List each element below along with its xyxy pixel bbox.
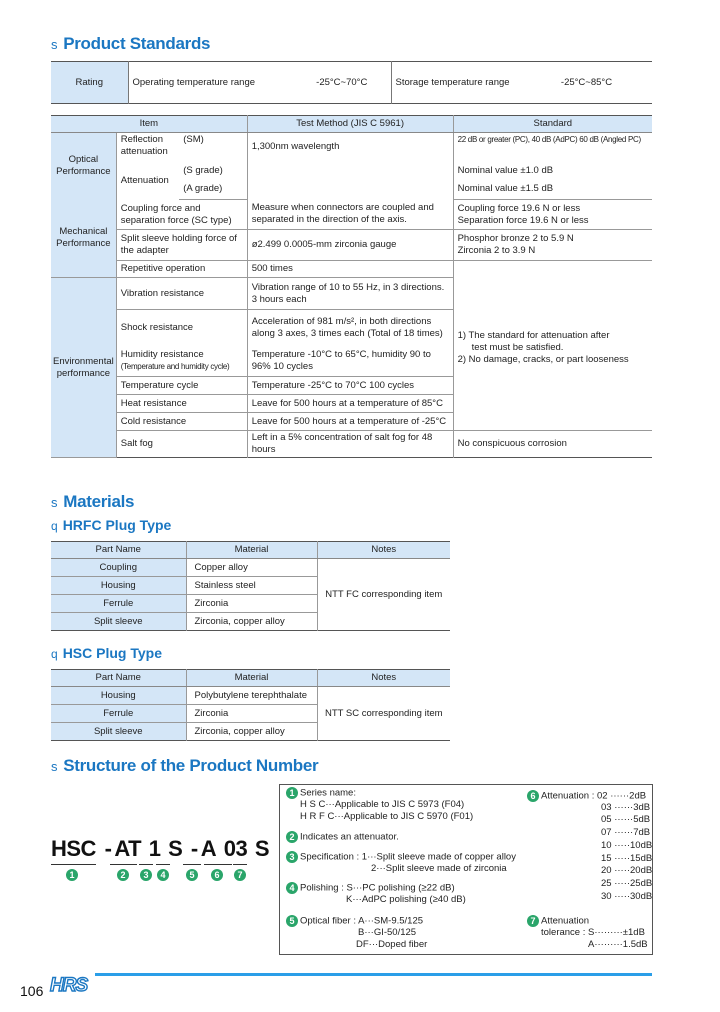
hum-item: Humidity resistance [120,349,204,361]
desc-fiber-3: DF···Doped fiber [356,939,428,950]
table-row-material: Zirconia, copper alloy [186,613,317,631]
hrfc-header-notes: Notes [317,542,450,559]
cold-method: Leave for 500 hours at a temperature of -25°C [247,413,453,431]
rep-item: Repetitive operation [116,261,247,278]
table-row-material: Zirconia, copper alloy [186,723,317,741]
op-temp-label: Operating temperature range [128,62,293,104]
refl-sm: (SM) [183,134,204,145]
atten-item: Attenuation [116,162,179,200]
refl-item: Reflection attenuation [116,133,179,162]
page-number: 106 [20,983,44,999]
vib-method: Vibration range of 10 to 55 Hz, in 3 directions. 3 hours each [247,278,453,310]
atten-std-s: Nominal value ±1.0 dB [453,162,652,180]
footer-line [95,973,652,976]
refl-std-sm: 22 dB or greater (PC), 40 dB (AdPC) 60 dB (Angled PC) [453,133,652,160]
sleeve-method: ø2.499 0.0005-mm zirconia gauge [247,230,453,261]
marker-5: 5 [186,869,198,881]
coupling-item: Coupling force and separation force (SC type) [116,200,247,230]
atten-sgrade: (S grade) [183,164,223,176]
shock-item: Shock resistance [116,310,247,347]
desc-indicates: 2 Indicates an attenuator. [286,831,399,844]
att-15: 15 ·····15dB [601,853,653,864]
product-standards-title: s Product Standards [51,34,211,53]
marker-7: 7 [234,869,246,881]
header-standard: Standard [453,116,652,133]
structure-title: s Structure of the Product Number [51,756,319,775]
table-row-material: Zirconia [186,705,317,723]
att-30: 30 ·····30dB [601,891,653,902]
marker-3: 3 [140,869,152,881]
desc-series-2: H R F C···Applicable to JIS C 5970 (F01) [300,811,474,822]
product-number [51,836,269,862]
storage-temp-value: -25°C~85°C [560,76,613,88]
temp-method: Temperature -25°C to 70°C 100 cycles [247,377,453,395]
coupling-std2: Separation force 19.6 N or less [457,214,589,226]
table-row-part: Ferrule [51,705,186,723]
hrs-logo: HRS [50,975,88,996]
coupling-method: Measure when connectors are coupled and separated in the direction of the axis. [247,200,453,230]
shock-method: Acceleration of 981 m/s², in both directions along 3 axes, 3 times each (Total of 18 times) [247,310,453,347]
desc-polishing: 4 Polishing : S···PC polishing (≥22 dB) [286,882,455,895]
salt-item: Salt fog [116,431,247,458]
att-25: 25 ·····25dB [601,878,653,889]
hrfc-note: NTT FC corresponding item [317,559,450,631]
rating-label: Rating [51,62,128,104]
sleeve-item: Split sleeve holding force of the adapter [116,230,247,261]
att-20: 20 ·····20dB [601,865,653,876]
pn-series: HSC [51,836,96,861]
refl-method: 1,300nm wavelength [247,133,453,162]
desc-spec-2: 2···Split sleeve made of zirconia [371,863,507,874]
hsc-header-part: Part Name [51,670,186,687]
atten-std-a: Nominal value ±1.5 dB [453,180,652,200]
materials-title: s Materials [51,492,135,511]
table-row-part: Coupling [51,559,186,577]
table-row-part: Housing [51,577,186,595]
desc-spec: 3 Specification : 1···Split sleeve made of copper alloy [286,851,516,864]
op-temp-value: -25°C~70°C [316,76,368,88]
table-row-part: Split sleeve [51,613,186,631]
heat-item: Heat resistance [116,395,247,413]
hsc-table [51,669,450,741]
salt-method: Left in a 5% concentration of salt fog for 48 hours [247,431,453,458]
pn-polishing: S [168,836,183,861]
env-note1: 1) The standard for attenuation after [457,330,610,341]
hrfc-title: q HRFC Plug Type [51,517,172,533]
marker-6: 6 [211,869,223,881]
desc-series: 1 Series name: [286,787,356,800]
hrfc-header-part: Part Name [51,542,186,559]
heat-method: Leave for 500 hours at a temperature of 85°C [247,395,453,413]
desc-tolerance-3: A·········1.5dB [588,939,648,950]
table-row-material: Stainless steel [186,577,317,595]
table-row-part: Housing [51,687,186,705]
hrfc-table [51,541,450,631]
pn-fiber: A [200,836,217,861]
table-row-material: Zirconia [186,595,317,613]
desc-attenuation: 6 Attenuation : 02 ······2dB [527,790,646,803]
hsc-header-notes: Notes [317,670,450,687]
spec-table [51,115,652,458]
env-note2: 2) No damage, cracks, or part looseness [457,354,629,365]
pn-dash: - [104,836,112,861]
att-05: 05 ······5dB [601,814,651,825]
sleeve-std2: Zirconia 2 to 3.9 N [457,245,536,256]
pn-dash: - [190,836,198,861]
header-item: Item [51,116,247,133]
hum-sub: (Temperature and humidity cycle) [120,362,230,372]
hum-method: Temperature -10°C to 65°C, humidity 90 to 96% 10 cycles [247,347,453,377]
table-row-material: Copper alloy [186,559,317,577]
table-row-part: Ferrule [51,595,186,613]
header-method: Test Method (JIS C 5961) [247,116,453,133]
group-mechanical: Mechanical Performance [51,200,116,278]
pn-tolerance: S [254,836,270,861]
marker-1: 1 [66,869,78,881]
pn-spec: 1 [148,836,161,861]
group-environmental: Environmental performance [51,278,116,458]
env-note1b: test must be satisfied. [471,342,564,353]
desc-tolerance: 7 Attenuation [527,915,589,928]
atten-agrade: (A grade) [179,180,247,200]
marker-4: 4 [157,869,169,881]
att-03: 03 ······3dB [601,802,651,813]
hsc-header-material: Material [186,670,317,687]
pn-attenuator: AT [114,836,142,861]
marker-2: 2 [117,869,129,881]
salt-std: No conspicuous corrosion [453,431,652,458]
hsc-title: q HSC Plug Type [51,645,162,661]
desc-fiber: 5 Optical fiber : A···SM-9.5/125 [286,915,423,928]
table-row-material: Polybutylene terephthalate [186,687,317,705]
desc-fiber-2: B···GI-50/125 [358,927,417,938]
rating-table [51,61,652,104]
temp-item: Temperature cycle [116,377,247,395]
att-07: 07 ······7dB [601,827,651,838]
coupling-std1: Coupling force 19.6 N or less [457,202,581,214]
desc-polishing-2: K···AdPC polishing (≥40 dB) [346,894,466,905]
pn-attenuation: 03 [223,836,248,861]
sleeve-std1: Phosphor bronze 2 to 5.9 N [457,233,574,244]
desc-tolerance-2: tolerance : S·········±1dB [541,927,645,938]
storage-temp-label: Storage temperature range [391,62,521,104]
cold-item: Cold resistance [116,413,247,431]
hsc-note: NTT SC corresponding item [317,687,450,741]
vib-item: Vibration resistance [116,278,247,310]
group-optical: Optical Performance [51,133,116,200]
hrfc-header-material: Material [186,542,317,559]
section-bullet: s [51,37,58,52]
att-10: 10 ·····10dB [601,840,653,851]
rep-method: 500 times [247,261,453,278]
desc-series-1: H S C···Applicable to JIS C 5973 (F04) [300,799,465,810]
table-row-part: Split sleeve [51,723,186,741]
